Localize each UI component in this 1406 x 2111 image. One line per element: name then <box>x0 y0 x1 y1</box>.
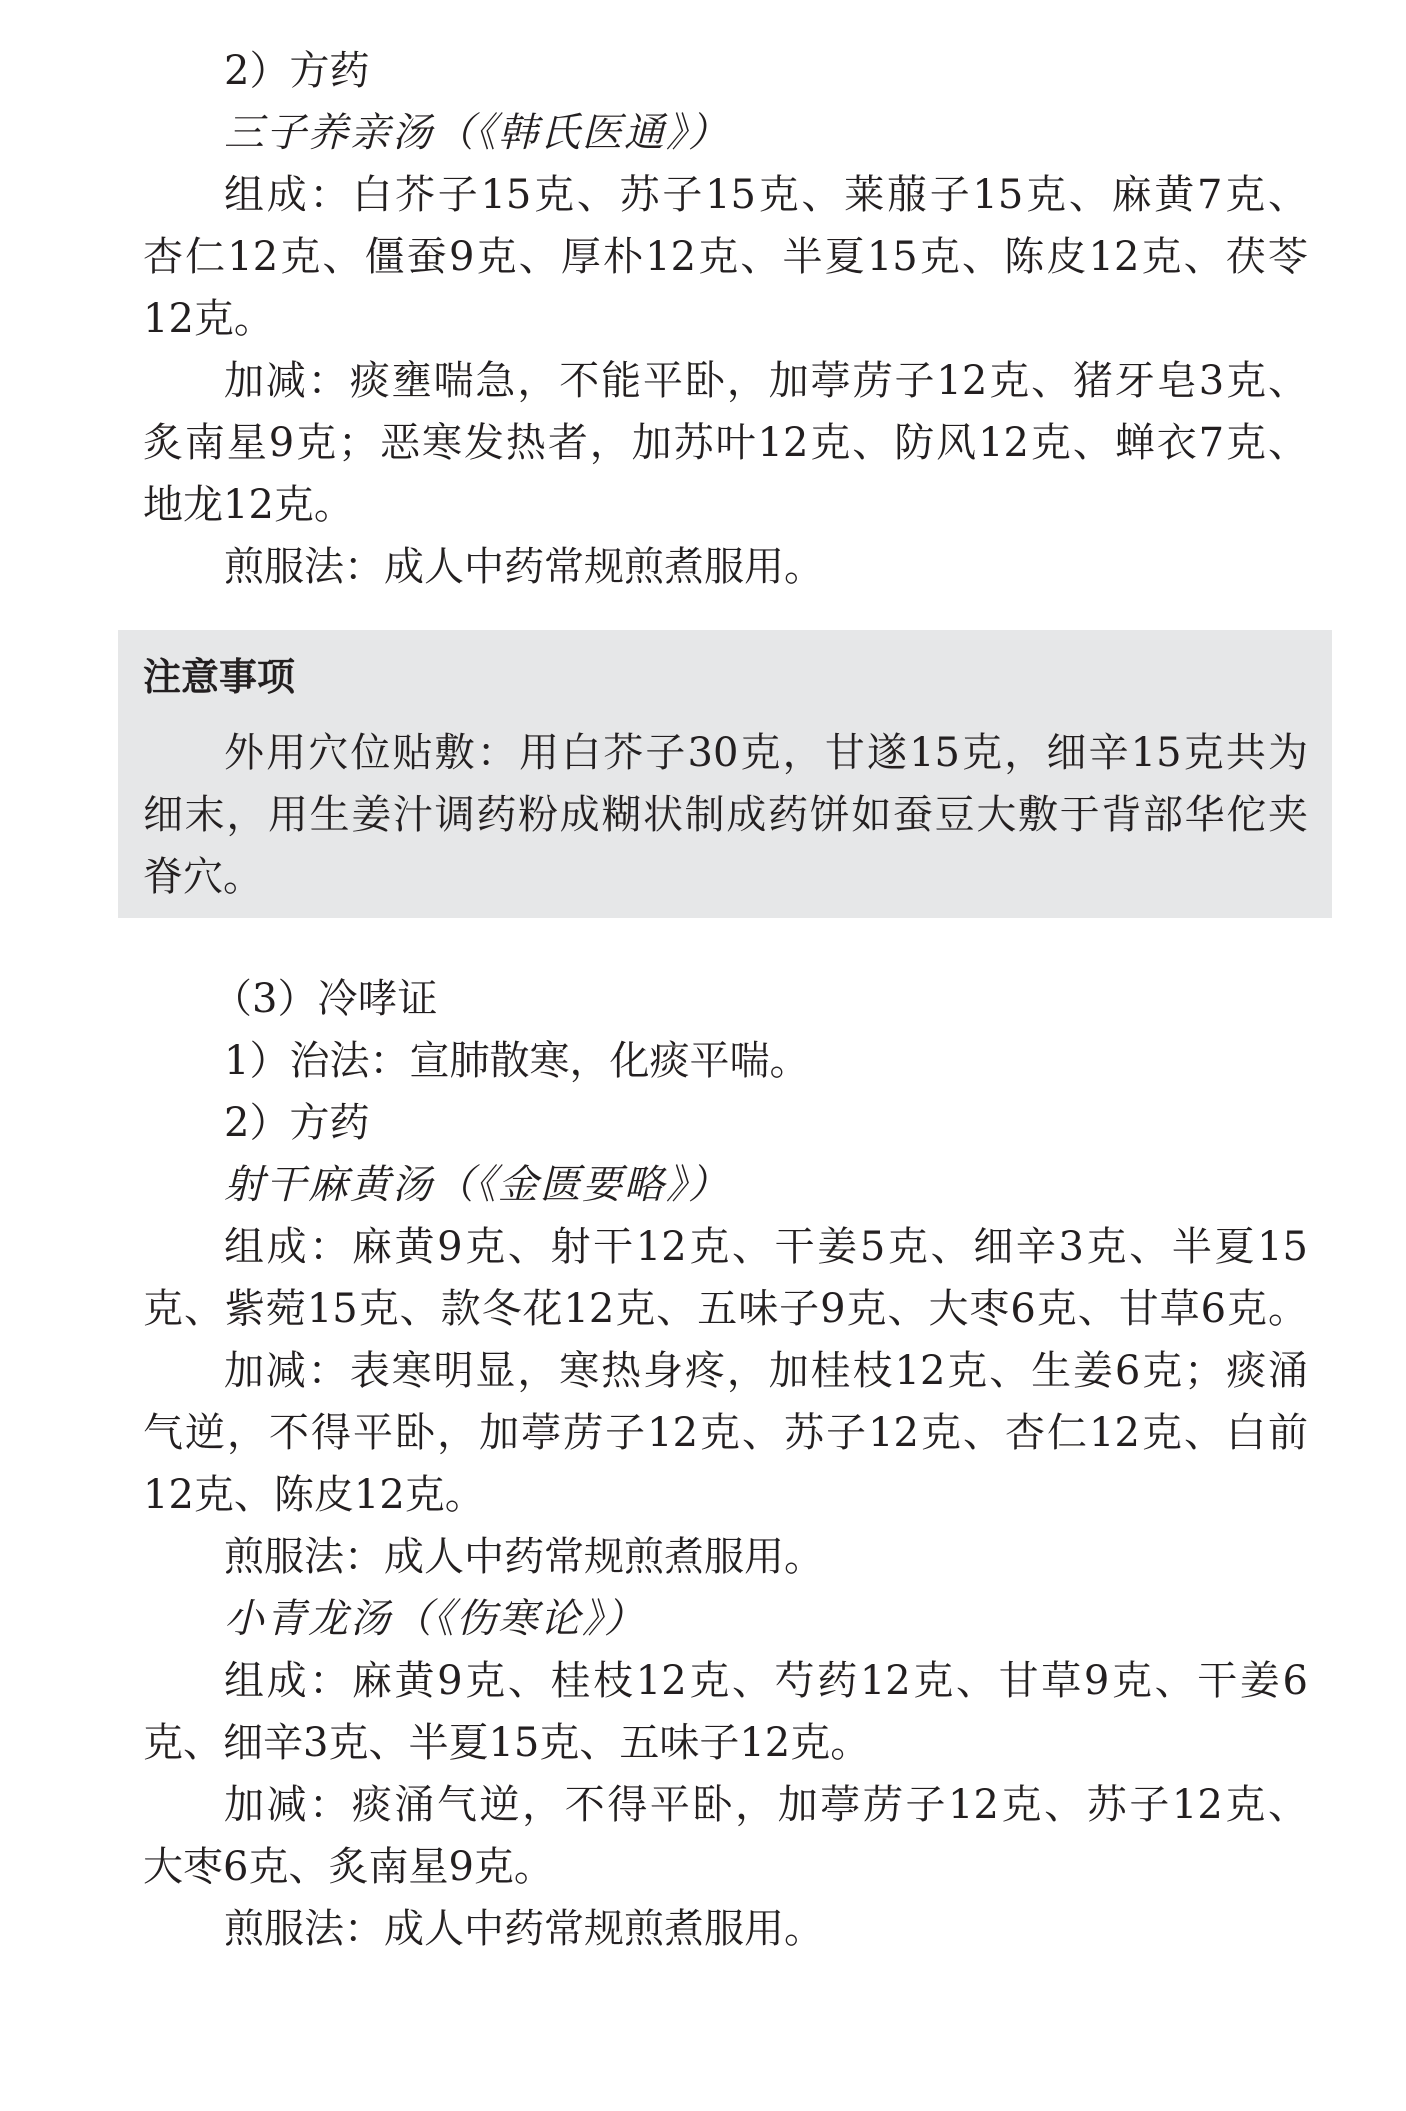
modification-line: 12克、陈皮12克。 <box>143 1472 485 1518</box>
modification-line: 地龙12克。 <box>143 482 354 528</box>
modification-line: 炙南星9克；恶寒发热者，加苏叶12克、防风12克、蝉衣7克、 <box>143 420 1308 466</box>
composition-line: 12克。 <box>143 296 274 342</box>
note-line: 细末，用生姜汁调药粉成糊状制成药饼如蚕豆大敷于背部华佗夹 <box>143 792 1308 838</box>
composition-line: 克、细辛3克、半夏15克、五味子12克。 <box>143 1720 871 1766</box>
decoction-line: 煎服法：成人中药常规煎煮服用。 <box>224 1534 824 1580</box>
decoction-line: 煎服法：成人中药常规煎煮服用。 <box>224 1906 824 1952</box>
modification-line: 加减：痰壅喘急，不能平卧，加葶苈子12克、猪牙皂3克、 <box>224 358 1308 404</box>
composition-line: 组成：麻黄9克、射干12克、干姜5克、细辛3克、半夏15 <box>224 1224 1308 1270</box>
composition-line: 克、紫菀15克、款冬花12克、五味子9克、大枣6克、甘草6克。 <box>143 1286 1308 1332</box>
section-heading: 2）方药 <box>224 48 370 94</box>
section-heading: 2）方药 <box>224 1100 370 1146</box>
composition-line: 组成：麻黄9克、桂枝12克、芍药12克、甘草9克、干姜6 <box>224 1658 1308 1704</box>
formula-title: 三子养亲汤（《韩氏医通》） <box>224 110 730 156</box>
treatment-line: 1）治法：宣肺散寒，化痰平喘。 <box>224 1038 810 1084</box>
formula-title: 小青龙汤（《伤寒论》） <box>224 1596 646 1642</box>
modification-line: 大枣6克、炙南星9克。 <box>143 1844 554 1890</box>
composition-line: 杏仁12克、僵蚕9克、厚朴12克、半夏15克、陈皮12克、茯苓 <box>143 234 1308 280</box>
note-line: 脊穴。 <box>143 854 263 900</box>
modification-line: 气逆，不得平卧，加葶苈子12克、苏子12克、杏仁12克、白前 <box>143 1410 1308 1456</box>
modification-line: 加减：表寒明显，寒热身疼，加桂枝12克、生姜6克；痰涌 <box>224 1348 1308 1394</box>
syndrome-heading: （3）冷哮证 <box>212 976 438 1022</box>
modification-line: 加减：痰涌气逆，不得平卧，加葶苈子12克、苏子12克、 <box>224 1782 1308 1828</box>
note-line: 外用穴位贴敷：用白芥子30克，甘遂15克，细辛15克共为 <box>224 730 1308 776</box>
note-title: 注意事项 <box>143 655 296 699</box>
decoction-line: 煎服法：成人中药常规煎煮服用。 <box>224 544 824 590</box>
formula-title: 射干麻黄汤（《金匮要略》） <box>224 1162 730 1208</box>
composition-line: 组成：白芥子15克、苏子15克、莱菔子15克、麻黄7克、 <box>224 172 1308 218</box>
